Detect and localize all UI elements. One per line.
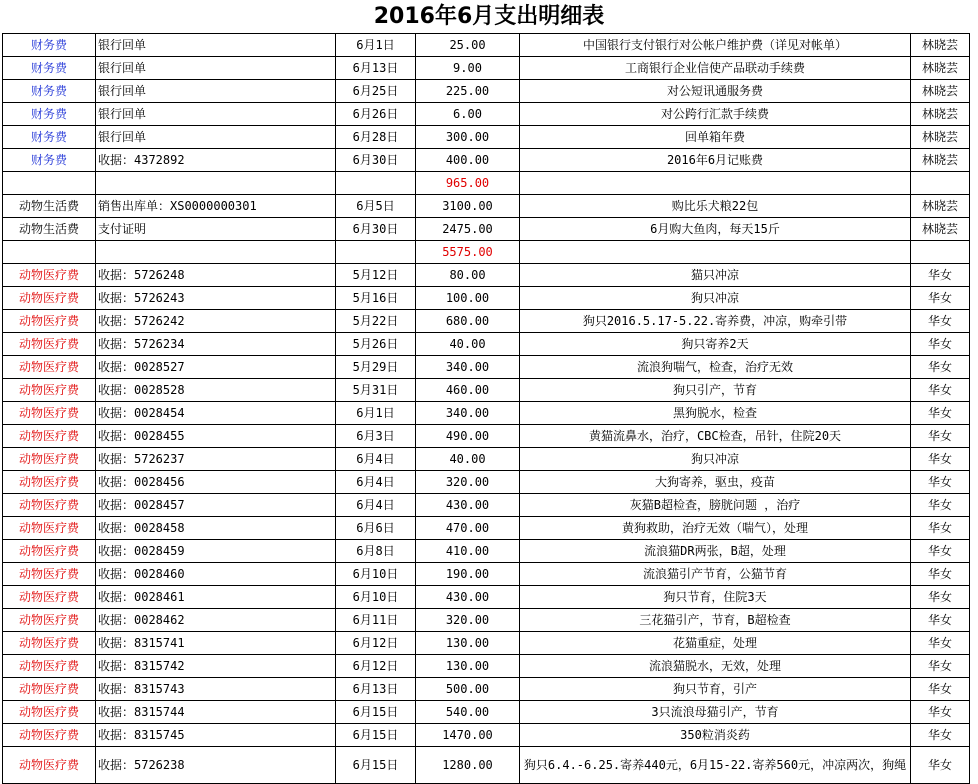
document-cell: 收据：0028460 xyxy=(96,563,336,586)
document-cell: 收据：0028457 xyxy=(96,494,336,517)
date-cell: 6月1日 xyxy=(336,34,416,57)
description-cell: 流浪猫脱水，无效，处理 xyxy=(520,655,911,678)
description-cell: 狗只节育，住院3天 xyxy=(520,586,911,609)
date-cell: 6月26日 xyxy=(336,103,416,126)
date-cell xyxy=(336,241,416,264)
person-cell: 华女 xyxy=(911,563,970,586)
subtotal-row xyxy=(3,172,970,195)
amount-cell: 40.00 xyxy=(416,333,520,356)
description-cell: 2016年6月记账费 xyxy=(520,149,911,172)
document-cell xyxy=(96,172,336,195)
person-cell: 华女 xyxy=(911,586,970,609)
amount-cell: 460.00 xyxy=(416,379,520,402)
date-cell: 6月30日 xyxy=(336,149,416,172)
table-row xyxy=(3,57,970,80)
category-cell: 动物生活费 xyxy=(3,195,96,218)
amount-cell: 400.00 xyxy=(416,149,520,172)
person-cell: 华女 xyxy=(911,724,970,747)
person-cell: 华女 xyxy=(911,333,970,356)
date-cell: 6月13日 xyxy=(336,57,416,80)
amount-cell: 9.00 xyxy=(416,57,520,80)
category-cell: 财务费 xyxy=(3,57,96,80)
category-cell: 动物医疗费 xyxy=(3,563,96,586)
amount-cell: 500.00 xyxy=(416,678,520,701)
table-row xyxy=(3,310,970,333)
amount-cell: 130.00 xyxy=(416,632,520,655)
description-cell: 狗只寄养2天 xyxy=(520,333,911,356)
category-cell: 动物医疗费 xyxy=(3,448,96,471)
document-cell: 收据：4372892 xyxy=(96,149,336,172)
description-cell: 大狗寄养，驱虫，疫苗 xyxy=(520,471,911,494)
person-cell xyxy=(911,241,970,264)
date-cell: 5月29日 xyxy=(336,356,416,379)
subtotal-amount-cell: 965.00 xyxy=(416,172,520,195)
amount-cell: 100.00 xyxy=(416,287,520,310)
category-cell: 财务费 xyxy=(3,34,96,57)
document-cell: 收据：0028528 xyxy=(96,379,336,402)
date-cell: 6月3日 xyxy=(336,425,416,448)
person-cell: 华女 xyxy=(911,448,970,471)
category-cell: 动物医疗费 xyxy=(3,287,96,310)
description-cell: 购比乐犬粮22包 xyxy=(520,195,911,218)
date-cell: 5月31日 xyxy=(336,379,416,402)
person-cell: 林晓芸 xyxy=(911,218,970,241)
table-row xyxy=(3,333,970,356)
document-cell: 收据：5726237 xyxy=(96,448,336,471)
description-cell: 对公短讯通服务费 xyxy=(520,80,911,103)
category-cell: 动物医疗费 xyxy=(3,632,96,655)
description-cell: 猫只冲凉 xyxy=(520,264,911,287)
description-cell: 黄猫流鼻水，治疗，CBC检查，吊针，住院20天 xyxy=(520,425,911,448)
document-cell: 收据：0028455 xyxy=(96,425,336,448)
document-cell: 收据：8315742 xyxy=(96,655,336,678)
date-cell: 6月12日 xyxy=(336,655,416,678)
table-row xyxy=(3,448,970,471)
subtotal-row xyxy=(3,241,970,264)
table-row xyxy=(3,379,970,402)
table-row xyxy=(3,563,970,586)
person-cell: 华女 xyxy=(911,655,970,678)
table-row xyxy=(3,402,970,425)
date-cell xyxy=(336,172,416,195)
amount-cell: 320.00 xyxy=(416,471,520,494)
date-cell: 6月15日 xyxy=(336,724,416,747)
date-cell: 6月10日 xyxy=(336,563,416,586)
category-cell: 动物医疗费 xyxy=(3,310,96,333)
person-cell: 林晓芸 xyxy=(911,103,970,126)
description-cell: 花猫重症，处理 xyxy=(520,632,911,655)
category-cell: 动物医疗费 xyxy=(3,609,96,632)
table-row xyxy=(3,609,970,632)
date-cell: 5月16日 xyxy=(336,287,416,310)
table-row xyxy=(3,80,970,103)
amount-cell: 6.00 xyxy=(416,103,520,126)
description-cell: 灰猫B超检查，膀胱问题 ，治疗 xyxy=(520,494,911,517)
amount-cell: 40.00 xyxy=(416,448,520,471)
table-row xyxy=(3,586,970,609)
description-cell: 狗只6.4.-6.25.寄养440元，6月15-22.寄养560元，冲凉两次，狗绳 xyxy=(520,747,911,784)
description-cell: 350粒消炎药 xyxy=(520,724,911,747)
document-cell: 收据：0028527 xyxy=(96,356,336,379)
document-cell: 收据：0028461 xyxy=(96,586,336,609)
person-cell: 林晓芸 xyxy=(911,126,970,149)
category-cell xyxy=(3,241,96,264)
document-cell: 支付证明 xyxy=(96,218,336,241)
description-cell: 狗只引产，节育 xyxy=(520,379,911,402)
date-cell: 6月4日 xyxy=(336,494,416,517)
document-cell: 银行回单 xyxy=(96,126,336,149)
table-row xyxy=(3,471,970,494)
person-cell: 林晓芸 xyxy=(911,34,970,57)
person-cell: 华女 xyxy=(911,494,970,517)
person-cell: 华女 xyxy=(911,632,970,655)
person-cell xyxy=(911,172,970,195)
date-cell: 6月4日 xyxy=(336,448,416,471)
date-cell: 6月8日 xyxy=(336,540,416,563)
description-cell: 黄狗救助，治疗无效（喘气），处理 xyxy=(520,517,911,540)
table-row xyxy=(3,103,970,126)
document-cell: 收据：0028462 xyxy=(96,609,336,632)
category-cell: 动物医疗费 xyxy=(3,356,96,379)
description-cell: 狗只节育，引产 xyxy=(520,678,911,701)
amount-cell: 430.00 xyxy=(416,586,520,609)
table-row xyxy=(3,356,970,379)
table-row xyxy=(3,34,970,57)
date-cell: 6月15日 xyxy=(336,747,416,784)
date-cell: 6月11日 xyxy=(336,609,416,632)
category-cell: 动物医疗费 xyxy=(3,402,96,425)
person-cell: 华女 xyxy=(911,287,970,310)
person-cell: 华女 xyxy=(911,379,970,402)
category-cell: 动物医疗费 xyxy=(3,724,96,747)
date-cell: 5月12日 xyxy=(336,264,416,287)
person-cell: 华女 xyxy=(911,517,970,540)
person-cell: 华女 xyxy=(911,310,970,333)
table-row xyxy=(3,517,970,540)
description-cell: 黑狗脱水，检查 xyxy=(520,402,911,425)
document-cell: 收据：5726242 xyxy=(96,310,336,333)
document-cell: 收据：0028459 xyxy=(96,540,336,563)
amount-cell: 130.00 xyxy=(416,655,520,678)
description-cell: 回单箱年费 xyxy=(520,126,911,149)
date-cell: 6月28日 xyxy=(336,126,416,149)
document-cell: 收据：0028454 xyxy=(96,402,336,425)
document-cell: 银行回单 xyxy=(96,103,336,126)
amount-cell: 540.00 xyxy=(416,701,520,724)
description-cell: 中国银行支付银行对公帐户维护费（详见对帐单） xyxy=(520,34,911,57)
table-row xyxy=(3,425,970,448)
document-cell: 银行回单 xyxy=(96,57,336,80)
category-cell: 动物医疗费 xyxy=(3,701,96,724)
date-cell: 6月4日 xyxy=(336,471,416,494)
subtotal-amount-cell: 5575.00 xyxy=(416,241,520,264)
amount-cell: 320.00 xyxy=(416,609,520,632)
date-cell: 6月1日 xyxy=(336,402,416,425)
person-cell: 华女 xyxy=(911,678,970,701)
date-cell: 6月6日 xyxy=(336,517,416,540)
document-cell: 收据：8315743 xyxy=(96,678,336,701)
date-cell: 6月30日 xyxy=(336,218,416,241)
person-cell: 华女 xyxy=(911,701,970,724)
document-cell xyxy=(96,241,336,264)
amount-cell: 410.00 xyxy=(416,540,520,563)
person-cell: 华女 xyxy=(911,264,970,287)
table-row xyxy=(3,126,970,149)
category-cell: 财务费 xyxy=(3,103,96,126)
expense-table xyxy=(2,33,970,784)
table-row xyxy=(3,724,970,747)
table-row xyxy=(3,218,970,241)
category-cell: 财务费 xyxy=(3,80,96,103)
amount-cell: 340.00 xyxy=(416,356,520,379)
person-cell: 林晓芸 xyxy=(911,57,970,80)
document-cell: 收据：8315741 xyxy=(96,632,336,655)
document-cell: 银行回单 xyxy=(96,80,336,103)
document-cell: 银行回单 xyxy=(96,34,336,57)
category-cell: 动物医疗费 xyxy=(3,425,96,448)
category-cell: 动物医疗费 xyxy=(3,494,96,517)
person-cell: 华女 xyxy=(911,609,970,632)
category-cell xyxy=(3,172,96,195)
table-row xyxy=(3,678,970,701)
person-cell: 华女 xyxy=(911,747,970,784)
description-cell xyxy=(520,172,911,195)
person-cell: 林晓芸 xyxy=(911,80,970,103)
description-cell: 流浪狗喘气，检查，治疗无效 xyxy=(520,356,911,379)
category-cell: 动物医疗费 xyxy=(3,678,96,701)
description-cell: 3只流浪母猫引产，节育 xyxy=(520,701,911,724)
description-cell: 狗只2016.5.17-5.22.寄养费，冲凉，购牵引带 xyxy=(520,310,911,333)
table-row xyxy=(3,747,970,784)
person-cell: 华女 xyxy=(911,471,970,494)
table-row xyxy=(3,632,970,655)
category-cell: 动物医疗费 xyxy=(3,264,96,287)
person-cell: 华女 xyxy=(911,356,970,379)
category-cell: 动物医疗费 xyxy=(3,333,96,356)
amount-cell: 25.00 xyxy=(416,34,520,57)
table-row xyxy=(3,287,970,310)
date-cell: 6月25日 xyxy=(336,80,416,103)
amount-cell: 300.00 xyxy=(416,126,520,149)
category-cell: 动物医疗费 xyxy=(3,655,96,678)
date-cell: 6月5日 xyxy=(336,195,416,218)
table-row xyxy=(3,195,970,218)
person-cell: 华女 xyxy=(911,425,970,448)
amount-cell: 3100.00 xyxy=(416,195,520,218)
description-cell: 三花猫引产，节育，B超检查 xyxy=(520,609,911,632)
document-cell: 收据：8315745 xyxy=(96,724,336,747)
table-row xyxy=(3,540,970,563)
person-cell: 华女 xyxy=(911,540,970,563)
description-cell: 狗只冲凉 xyxy=(520,448,911,471)
amount-cell: 80.00 xyxy=(416,264,520,287)
table-row xyxy=(3,655,970,678)
amount-cell: 470.00 xyxy=(416,517,520,540)
amount-cell: 490.00 xyxy=(416,425,520,448)
category-cell: 动物医疗费 xyxy=(3,379,96,402)
document-cell: 收据：0028458 xyxy=(96,517,336,540)
amount-cell: 190.00 xyxy=(416,563,520,586)
date-cell: 6月12日 xyxy=(336,632,416,655)
category-cell: 财务费 xyxy=(3,149,96,172)
table-row xyxy=(3,701,970,724)
description-cell: 流浪猫引产节育，公猫节育 xyxy=(520,563,911,586)
category-cell: 动物医疗费 xyxy=(3,471,96,494)
document-cell: 收据：8315744 xyxy=(96,701,336,724)
document-cell: 销售出库单：XS0000000301 xyxy=(96,195,336,218)
amount-cell: 1470.00 xyxy=(416,724,520,747)
description-cell: 6月购大鱼肉，每天15斤 xyxy=(520,218,911,241)
category-cell: 动物医疗费 xyxy=(3,540,96,563)
description-cell: 对公跨行汇款手续费 xyxy=(520,103,911,126)
amount-cell: 680.00 xyxy=(416,310,520,333)
person-cell: 林晓芸 xyxy=(911,195,970,218)
date-cell: 6月13日 xyxy=(336,678,416,701)
category-cell: 动物生活费 xyxy=(3,218,96,241)
description-cell: 工商银行企业信使产品联动手续费 xyxy=(520,57,911,80)
category-cell: 动物医疗费 xyxy=(3,517,96,540)
sheet-title: 2016年6月支出明细表 xyxy=(373,4,605,29)
document-cell: 收据：5726243 xyxy=(96,287,336,310)
table-row xyxy=(3,494,970,517)
description-cell: 狗只冲凉 xyxy=(520,287,911,310)
document-cell: 收据：0028456 xyxy=(96,471,336,494)
date-cell: 6月10日 xyxy=(336,586,416,609)
document-cell: 收据：5726238 xyxy=(96,747,336,784)
table-row xyxy=(3,149,970,172)
date-cell: 6月15日 xyxy=(336,701,416,724)
amount-cell: 1280.00 xyxy=(416,747,520,784)
category-cell: 动物医疗费 xyxy=(3,586,96,609)
category-cell: 动物医疗费 xyxy=(3,747,96,784)
amount-cell: 430.00 xyxy=(416,494,520,517)
document-cell: 收据：5726234 xyxy=(96,333,336,356)
amount-cell: 2475.00 xyxy=(416,218,520,241)
date-cell: 5月22日 xyxy=(336,310,416,333)
date-cell: 5月26日 xyxy=(336,333,416,356)
amount-cell: 225.00 xyxy=(416,80,520,103)
amount-cell: 340.00 xyxy=(416,402,520,425)
person-cell: 林晓芸 xyxy=(911,149,970,172)
category-cell: 财务费 xyxy=(3,126,96,149)
table-row xyxy=(3,264,970,287)
document-cell: 收据：5726248 xyxy=(96,264,336,287)
description-cell xyxy=(520,241,911,264)
person-cell: 华女 xyxy=(911,402,970,425)
description-cell: 流浪猫DR两张，B超，处理 xyxy=(520,540,911,563)
